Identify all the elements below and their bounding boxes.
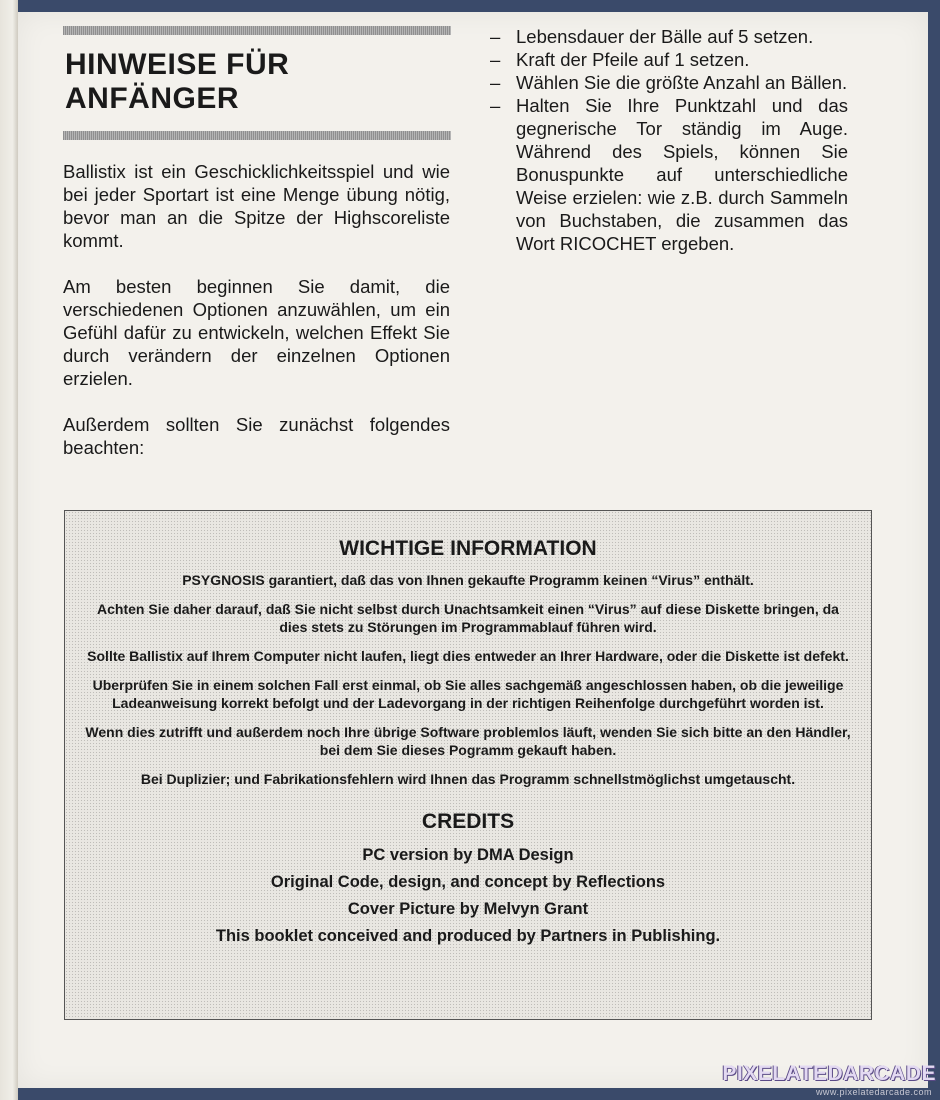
watermark-brand: PIXELATEDARCADE [722, 1062, 936, 1085]
list-item: – Lebensdauer der Bälle auf 5 setzen. [490, 25, 848, 48]
info-paragraph: Wenn dies zutrifft und außerdem noch Ihre übrige Software problemlos läuft, wenden Sie sich bitte an den Händler, bei dem Sie dieses Pogramm gekauft haben. [85, 724, 851, 758]
heading-rule-top [63, 26, 451, 35]
info-title: WICHTIGE INFORMATION [339, 537, 597, 560]
heading-rule-bottom [63, 131, 451, 140]
note-paragraph: Außerdem sollten Sie zunächst folgendes beachten: [63, 414, 450, 458]
list-item: – Kraft der Pfeile auf 1 setzen. [490, 48, 848, 71]
list-item: – Wählen Sie die größte Anzahl an Bällen. [490, 71, 848, 94]
credit-line: This booklet conceived and produced by Partners in Publishing. [215, 927, 721, 945]
credit-line: Cover Picture by Melvyn Grant [347, 900, 589, 918]
important-info-box [64, 510, 872, 1020]
page-heading: HINWEISE FÜR ANFÄNGER [65, 48, 290, 115]
list-item: – Halten Sie Ihre Punktzahl und das gegnerische Tor ständig im Auge. Während des Spiels, können Sie Bonuspunkte auf unterschiedliche Weise erzielen: wie z.B. durch Sammeln von Buchstaben, die zusammen das Wort RICOCHET ergeben. [490, 94, 848, 255]
booklet-spine [0, 0, 18, 1100]
options-paragraph: Am besten beginnen Sie damit, die verschiedenen Optionen anzuwählen, um ein Gefühl dafür zu entwickeln, welchen Effekt Sie durch verändern der einzelnen Optionen erzielen. [63, 276, 450, 389]
info-paragraph: Achten Sie daher darauf, daß Sie nicht selbst durch Unachtsamkeit einen “Virus” auf diese Diskette bringen, da dies stets zu Störungen im Programmablauf führen wird. [97, 601, 839, 635]
credits-title: CREDITS [421, 810, 515, 833]
info-paragraph: PSYGNOSIS garantiert, daß das von Ihnen gekaufte Programm keinen “Virus” enthält. [182, 572, 754, 588]
credit-line: PC version by DMA Design [362, 846, 574, 864]
credit-line: Original Code, design, and concept by Reflections [270, 873, 666, 891]
watermark-url: www.pixelatedarcade.com [815, 1087, 932, 1097]
info-paragraph: Bei Duplizier; und Fabrikationsfehlern wird Ihnen das Programm schnellstmöglichst umgetauscht. [140, 771, 796, 787]
intro-paragraph: Ballistix ist ein Geschicklichkeitsspiel und wie bei jeder Sportart ist eine Menge übung nötig, bevor man an die Spitze der Highscoreliste kommt. [63, 161, 450, 251]
info-paragraph: Sollte Ballistix auf Ihrem Computer nicht laufen, liegt dies entweder an Ihrer Hardware, oder die Diskette ist defekt. [87, 648, 849, 664]
tips-list [490, 25, 848, 255]
info-paragraph: Uberprüfen Sie in einem solchen Fall erst einmal, ob Sie alles sachgemäß angeschlossen haben, ob die jeweilige Ladeanweisung korrekt befolgt und der Ladevorgang in der richtigen Reihenfolge durchgeführt worden ist. [92, 677, 844, 711]
